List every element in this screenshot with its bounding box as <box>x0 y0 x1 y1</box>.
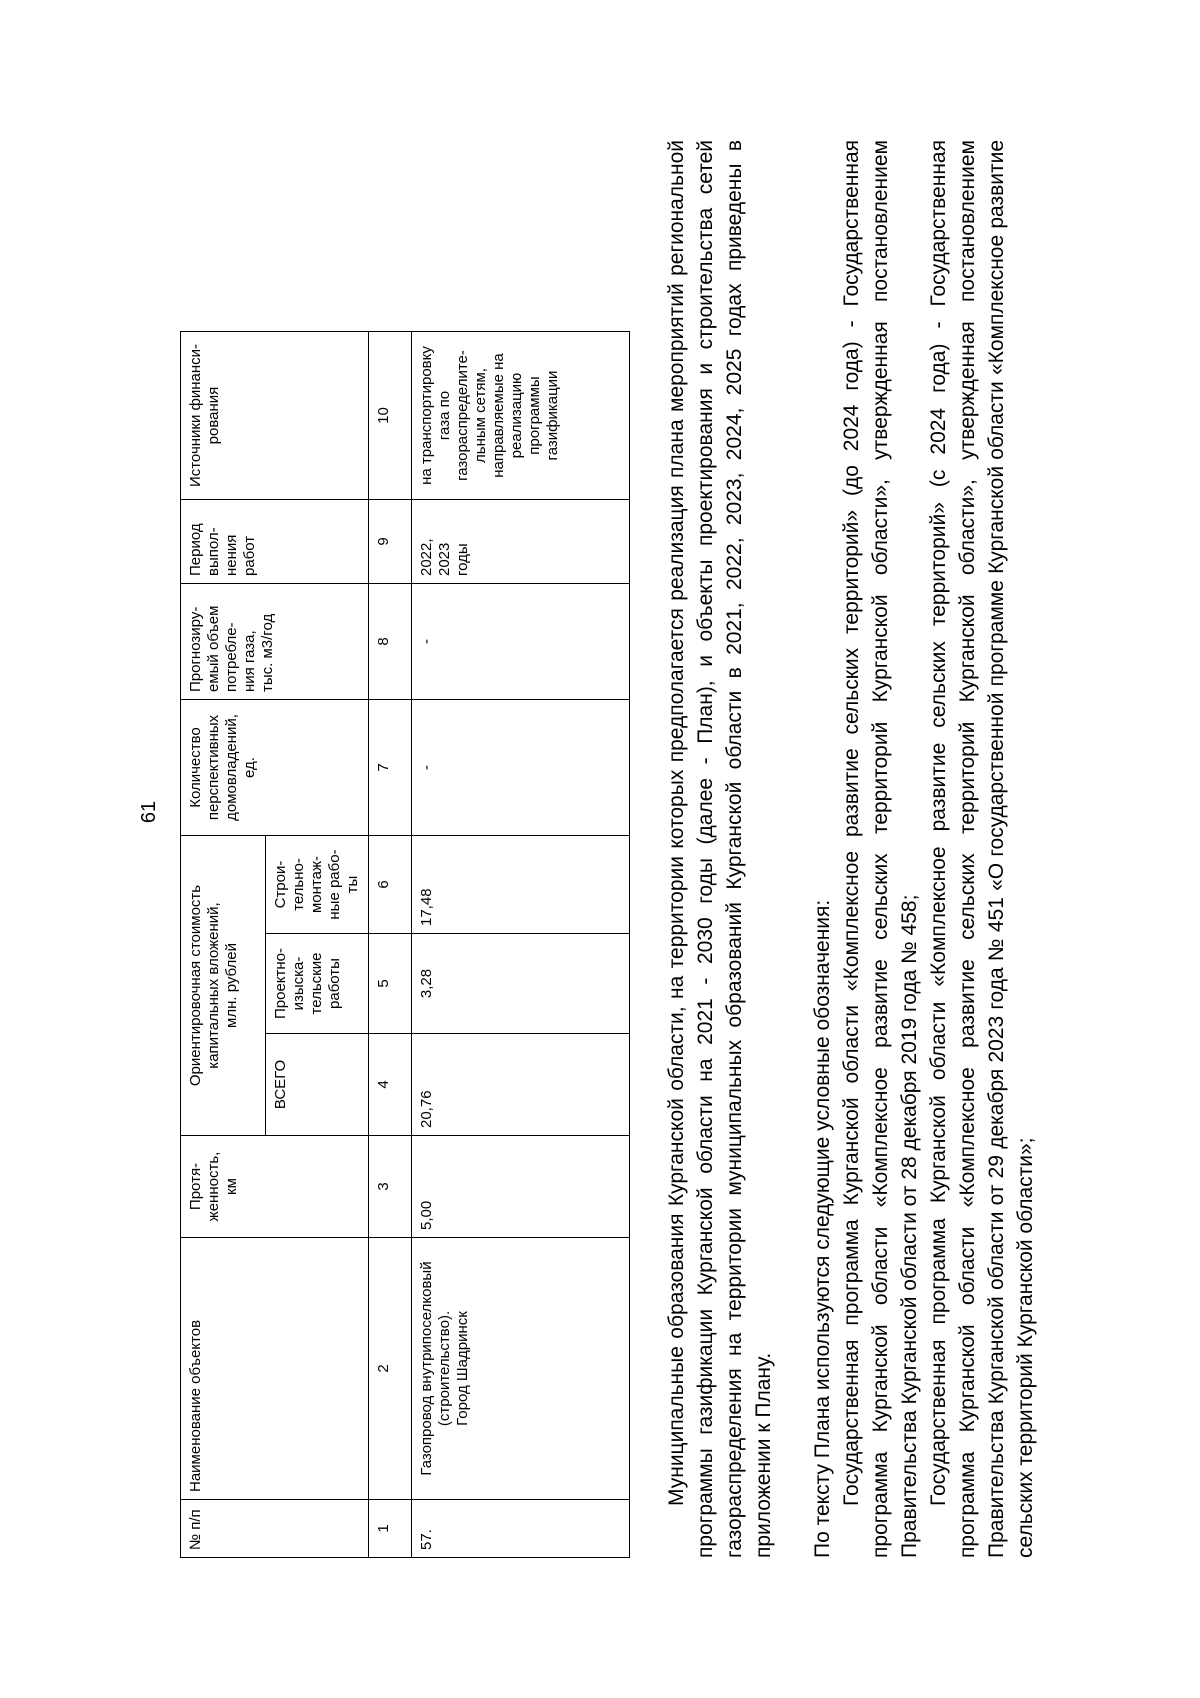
column-number: 8 <box>369 584 412 700</box>
intro-paragraph: Муниципальные образования Курганской области, на территории которых предполагается реализация плана мероприятий региональной программы газификации Курганской области на 2021 - 2030 годы (далее - План), и объекты проектирования и строительства сетей газораспределения на территории муниципальных образований Курганской области в 2021, 2022, 2023, 2024, 2025 годах приведены в приложении к Плану. <box>665 140 775 1558</box>
header-period: Период выпол- нения работ <box>181 500 369 584</box>
column-number: 2 <box>369 1238 412 1500</box>
header-design-works: Проектно- изыска- тельские работы <box>266 934 369 1034</box>
column-number: 6 <box>369 836 412 934</box>
gasification-plan-table <box>180 331 630 1558</box>
row-design-cost: 3,28 <box>412 934 630 1034</box>
row-length: 5,00 <box>412 1136 630 1238</box>
column-number: 10 <box>369 332 412 500</box>
column-number: 7 <box>369 700 412 836</box>
intro-paragraph-block <box>662 140 778 1558</box>
row-period: 2022, 2023 годы <box>412 500 630 584</box>
header-num: № п/п <box>181 1500 369 1558</box>
column-number: 4 <box>369 1034 412 1136</box>
header-households: Количество перспективных домовладений, ед. <box>181 700 369 836</box>
designation-item-until-2024: Государственная программа Курганской области «Комплексное развитие сельских территорий» (до 2024 года) - Государственная программа Курганской области «Комплексное развитие сельских территорий Курганской области», утвержденная постановлением Правительства Курганской области от 28 декабря 2019 года № 458; <box>840 140 921 1558</box>
page-number: 61 <box>138 800 160 824</box>
designations-block <box>808 140 1040 1558</box>
column-number: 1 <box>369 1500 412 1558</box>
header-total: ВСЕГО <box>266 1034 369 1136</box>
row-object-name: Газопровод внутрипоселковый (строительство). Город Шадринск <box>412 1238 630 1500</box>
row-funding: на транспортировку газа по газораспределите- льным сетям, направляемые на реализацию программы газификации <box>412 332 630 500</box>
row-construction-cost: 17,48 <box>412 836 630 934</box>
header-cost-group: Ориентировочная стоимость капитальных вложений, млн. рублей <box>181 836 266 1136</box>
column-number: 3 <box>369 1136 412 1238</box>
row-num: 57. <box>412 1500 630 1558</box>
header-object-name: Наименование объектов <box>181 1238 369 1500</box>
column-number: 5 <box>369 934 412 1034</box>
column-number: 9 <box>369 500 412 584</box>
designations-intro: По тексту Плана используются следующие условные обозначения: <box>811 899 834 1558</box>
table-header-row <box>181 332 266 1558</box>
designation-item-from-2024: Государственная программа Курганской области «Комплексное развитие сельских территорий» (с 2024 года) - Государственная программа Курганской области «Комплексное развитие сельских территорий Курганской области», утвержденная постановлением Правительства Курганской области от 29 декабря 2023 года № 451 «О государственной программе Курганской области «Комплексное развитие сельских территорий Курганской области»; <box>927 140 1037 1558</box>
header-gas-volume: Прогнозиру- емый объем потребле- ния газа, тыс. м3/год <box>181 584 369 700</box>
header-length: Протя- женность, км <box>181 1136 369 1238</box>
column-number-row <box>369 332 412 1558</box>
row-total-cost: 20,76 <box>412 1034 630 1136</box>
header-funding: Источники финанси- рования <box>181 332 369 500</box>
row-households: - <box>412 700 630 836</box>
row-gas-volume: - <box>412 584 630 700</box>
table-row <box>412 332 630 1558</box>
header-construction-works: Строи- тельно- монтаж- ные рабо- ты <box>266 836 369 934</box>
